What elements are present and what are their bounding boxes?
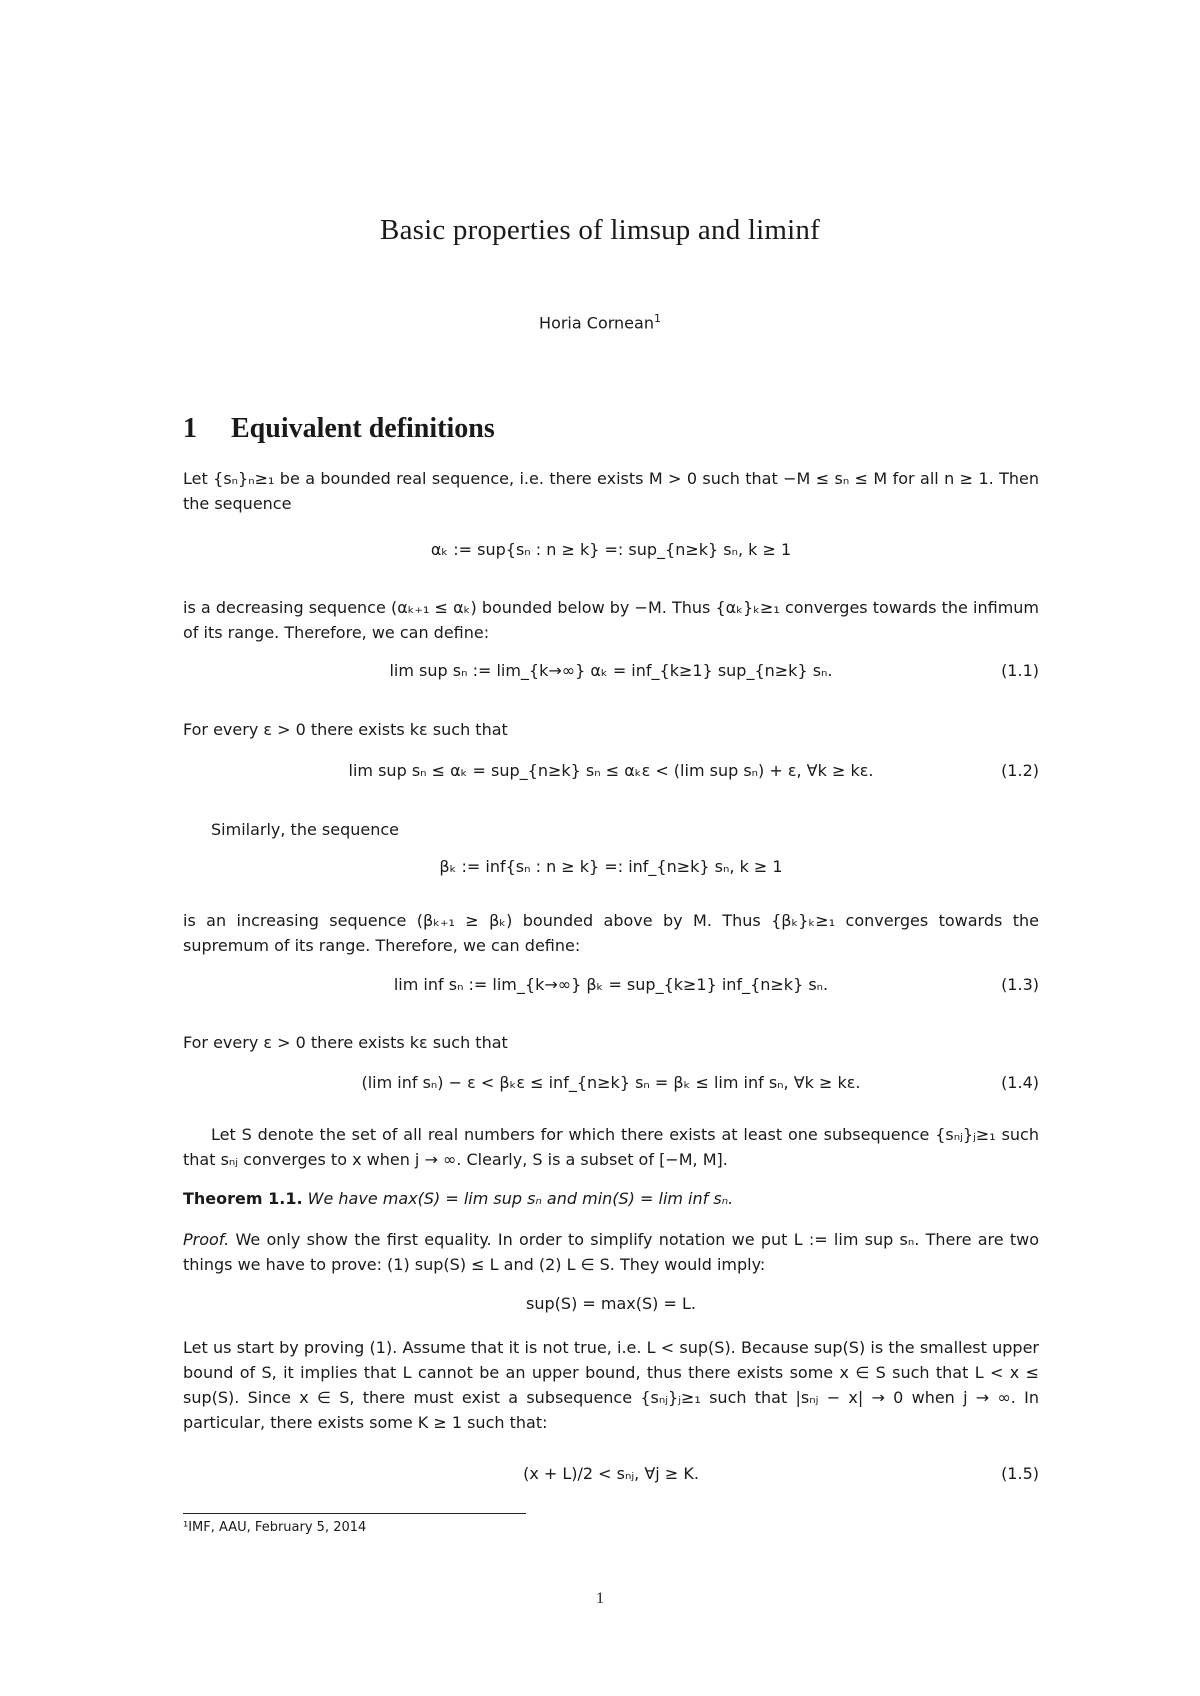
paragraph-similarly: Similarly, the sequence [211, 820, 399, 839]
equation-number-1-4: (1.4) [1001, 1073, 1039, 1092]
theorem-label: Theorem 1.1. [183, 1189, 303, 1208]
author-line [0, 312, 1200, 332]
proof-paragraph [183, 1227, 1039, 1277]
paragraph-epsilon-2: For every ε > 0 there exists kε such that [183, 1033, 508, 1052]
equation-subsequence-bound: (x + L)/2 < sₙⱼ, ∀j ≥ K. [523, 1464, 699, 1483]
equation-liminf-definition: lim inf sₙ := lim_{k→∞} βₖ = sup_{k≥1} inf_{n≥k} sₙ. [393, 975, 829, 994]
equation-number-1-2: (1.2) [1001, 761, 1039, 780]
paragraph-epsilon-1: For every ε > 0 there exists kε such that [183, 720, 508, 739]
equation-number-1-3: (1.3) [1001, 975, 1039, 994]
author-name: Horia Cornean [539, 313, 654, 333]
equation-beta-definition: βₖ := inf{sₙ : n ≥ k} =: inf_{n≥k} sₙ, k ≥ 1 [439, 857, 783, 876]
page-number: 1 [596, 1590, 604, 1607]
equation-sup-max: sup(S) = max(S) = L. [526, 1294, 696, 1313]
section-title: Equivalent definitions [231, 413, 495, 444]
equation-limsup-definition: lim sup sₙ := lim_{k→∞} αₖ = inf_{k≥1} sup_{n≥k} sₙ. [389, 661, 833, 680]
proof-label: Proof. [183, 1230, 230, 1249]
theorem-statement: We have max(S) = lim sup sₙ and min(S) = lim inf sₙ. [307, 1189, 734, 1208]
equation-limsup-inequality: lim sup sₙ ≤ αₖ = sup_{n≥k} sₙ ≤ αₖε < (lim sup sₙ) + ε, ∀k ≥ kε. [348, 761, 874, 780]
paragraph-set-s: Let S denote the set of all real numbers for which there exists at least one subsequence {sₙⱼ}ⱼ≥₁ such that sₙⱼ converges to x when j → ∞. Clearly, S is a subset of [−M, M]. [183, 1125, 1039, 1169]
equation-alpha-definition: αₖ := sup{sₙ : n ≥ k} =: sup_{n≥k} sₙ, k ≥ 1 [430, 540, 792, 559]
section-number: 1 [183, 413, 197, 444]
equation-liminf-inequality: (lim inf sₙ) − ε < βₖε ≤ inf_{n≥k} sₙ = βₖ ≤ lim inf sₙ, ∀k ≥ kε. [361, 1073, 861, 1092]
theorem-1-1 [183, 1186, 1039, 1211]
paragraph-decreasing: is a decreasing sequence (αₖ₊₁ ≤ αₖ) bounded below by −M. Thus {αₖ}ₖ≥₁ converges towards the infimum of its range. Therefore, we can define: [183, 598, 1039, 642]
paragraph-increasing: is an increasing sequence (βₖ₊₁ ≥ βₖ) bounded above by M. Thus {βₖ}ₖ≥₁ converges towards the supremum of its range. Therefore, we can define: [183, 911, 1039, 955]
footnote: ¹IMF, AAU, February 5, 2014 [183, 1520, 367, 1535]
section-heading [183, 413, 495, 445]
author-footnote-mark: 1 [653, 312, 661, 325]
equation-number-1-1: (1.1) [1001, 661, 1039, 680]
footnote-rule [183, 1513, 526, 1514]
paper-title: Basic properties of limsup and liminf [380, 214, 820, 246]
proof-text: We only show the first equality. In order to simplify notation we put L := lim sup sₙ. There are two things we have to prove: (1) sup(S) ≤ L and (2) L ∈ S. They would imply: [183, 1230, 1039, 1274]
equation-number-1-5: (1.5) [1001, 1464, 1039, 1483]
paragraph-proving-1: Let us start by proving (1). Assume that it is not true, i.e. L < sup(S). Because sup(S) is the smallest upper bound of S, it implies that L cannot be an upper bound, thus there exists some x ∈ S such that L < x ≤ sup(S). Since x ∈ S, there must exist a subsequence {sₙⱼ}ⱼ≥₁ such that |sₙⱼ − x| → 0 when j → ∞. In particular, there exists some K ≥ 1 such that: [183, 1338, 1039, 1432]
paragraph-bounded-sequence: Let {sₙ}ₙ≥₁ be a bounded real sequence, i.e. there exists M > 0 such that −M ≤ sₙ ≤ M for all n ≥ 1. Then the sequence [183, 469, 1039, 513]
